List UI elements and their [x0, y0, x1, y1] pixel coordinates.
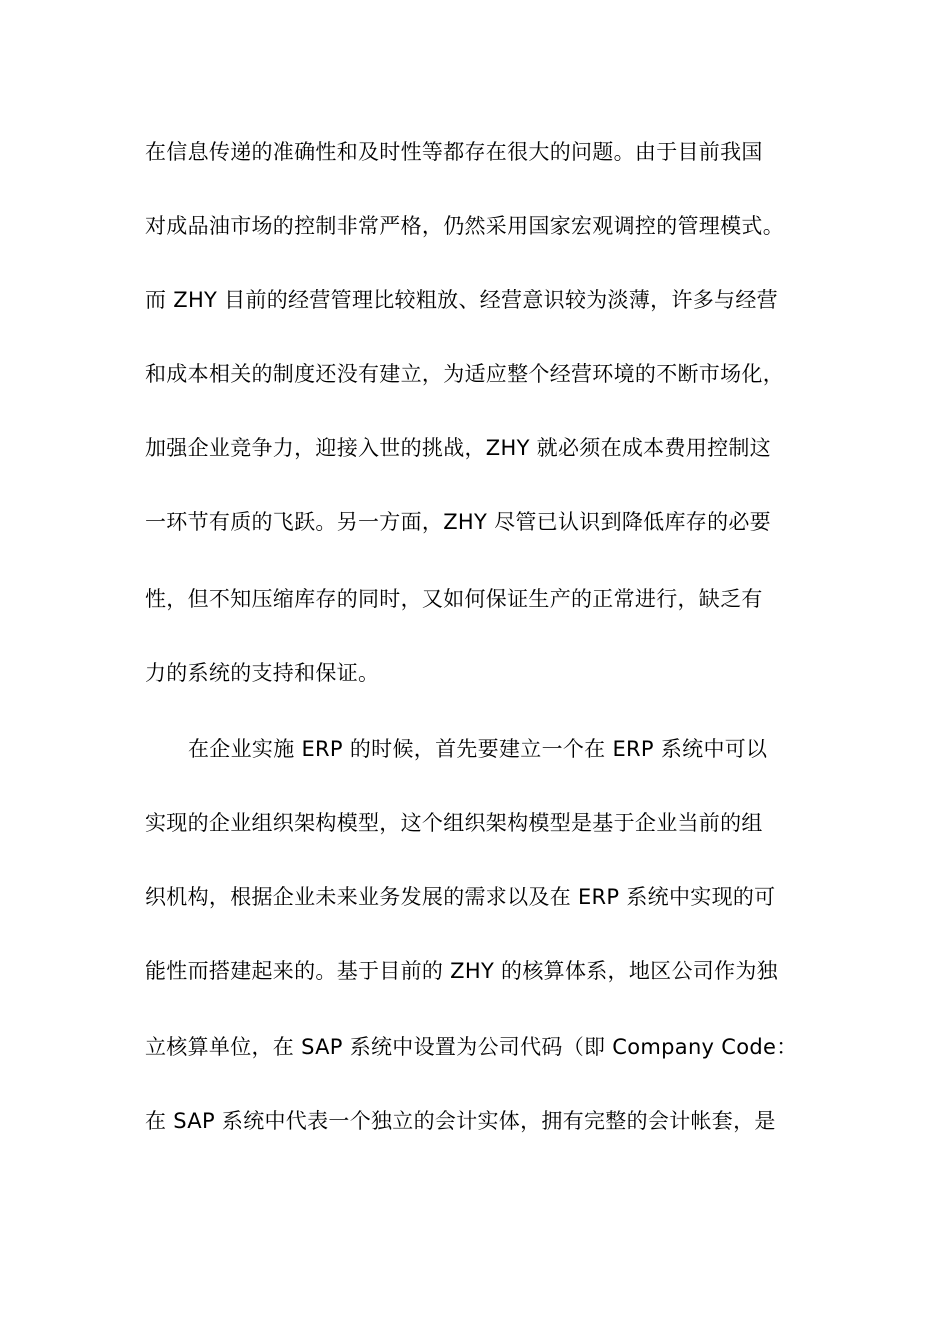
paragraph-line: 立核算单位，在 SAP 系统中设置为公司代码（即 Company Code： — [145, 1035, 798, 1059]
paragraph-line: 在 SAP 系统中代表一个独立的会计实体，拥有完整的会计帐套，是 — [145, 1109, 776, 1133]
paragraph-line: 而 ZHY 目前的经营管理比较粗放、经营意识较为淡薄，许多与经营 — [145, 288, 778, 312]
paragraph-line: 性，但不知压缩库存的同时，又如何保证生产的正常进行，缺乏有 — [145, 587, 763, 611]
paragraph-line: 对成品油市场的控制非常严格，仍然采用国家宏观调控的管理模式。 — [145, 214, 784, 238]
paragraph-line: 在企业实施 ERP 的时候，首先要建立一个在 ERP 系统中可以 — [188, 737, 768, 761]
paragraph-line: 织机构，根据企业未来业务发展的需求以及在 ERP 系统中实现的可 — [145, 885, 776, 909]
paragraph-line: 和成本相关的制度还没有建立，为适应整个经营环境的不断市场化， — [145, 362, 784, 386]
paragraph-line: 能性而搭建起来的。基于目前的 ZHY 的核算体系，地区公司作为独 — [145, 959, 778, 983]
paragraph-line: 加强企业竞争力，迎接入世的挑战，ZHY 就必须在成本费用控制这 — [145, 436, 771, 460]
paragraph-line: 一环节有质的飞跃。另一方面，ZHY 尽管已认识到降低库存的必要 — [145, 510, 771, 534]
paragraph-line: 实现的企业组织架构模型，这个组织架构模型是基于企业当前的组 — [145, 811, 763, 835]
paragraph-line: 力的系统的支持和保证。 — [145, 661, 380, 685]
paragraph-line: 在信息传递的准确性和及时性等都存在很大的问题。由于目前我国 — [145, 140, 763, 164]
